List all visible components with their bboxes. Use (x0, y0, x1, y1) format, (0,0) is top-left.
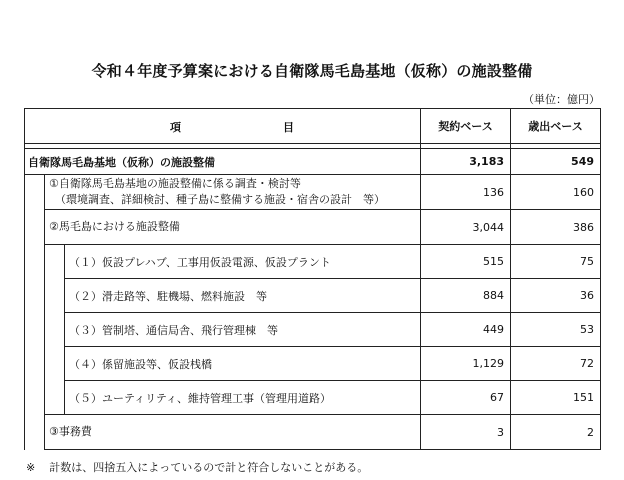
header-row (25, 109, 601, 144)
total-label: 自衛隊馬毛島基地（仮称）の施設整備 (25, 149, 421, 175)
table-row (25, 415, 601, 450)
table-row (25, 210, 601, 245)
page-title: 令和４年度予算案における自衛隊馬毛島基地（仮称）の施設整備 (91, 62, 533, 80)
subitem-1-expenditure: 75 (511, 245, 601, 279)
total-expenditure: 549 (511, 149, 601, 175)
item-header (25, 109, 421, 144)
subitem-2-contract: 884 (421, 279, 511, 313)
item-header-left: 項 (170, 121, 181, 134)
contract-header: 契約ベース (421, 109, 511, 144)
item-3-contract: 3 (421, 415, 511, 450)
subitem-4-contract: 1,129 (421, 347, 511, 381)
item-1-contract: 136 (421, 175, 511, 210)
item-1-expenditure: 160 (511, 175, 601, 210)
item-header-right: 目 (283, 121, 294, 134)
item-1-title: ①自衛隊馬毛島基地の施設整備に係る調査・検討等 (49, 177, 301, 190)
total-row (25, 149, 601, 175)
footnote (26, 459, 368, 475)
item-1-sub: （環境調査、詳細検討、種子島に整備する施設・宿舎の設計 等） (55, 193, 385, 206)
budget-table (24, 108, 601, 450)
table-row (25, 245, 601, 279)
item-1-label (45, 175, 421, 210)
footnote-mark: ※ (26, 461, 36, 474)
table-row (25, 175, 601, 210)
subitem-3-expenditure: 53 (511, 313, 601, 347)
item-2-label: ②馬毛島における施設整備 (45, 210, 421, 245)
table-row (25, 279, 601, 313)
total-contract: 3,183 (421, 149, 511, 175)
unit-label: （単位：億円） (523, 93, 600, 106)
subitem-3-contract: 449 (421, 313, 511, 347)
item-3-expenditure: 2 (511, 415, 601, 450)
subitem-3-label: （３）管制塔、通信局舎、飛行管理棟 等 (65, 313, 421, 347)
subitem-1-contract: 515 (421, 245, 511, 279)
subitem-2-label: （２）滑走路等、駐機場、燃料施設 等 (65, 279, 421, 313)
table-row (25, 347, 601, 381)
subitem-5-label: （５）ユーティリティ、維持管理工事（管理用道路） (65, 381, 421, 415)
subitem-2-expenditure: 36 (511, 279, 601, 313)
item-3-label: ③事務費 (45, 415, 421, 450)
subitem-1-label: （１）仮設プレハブ、工事用仮設電源、仮設プラント (65, 245, 421, 279)
subitem-4-label: （４）係留施設等、仮設桟橋 (65, 347, 421, 381)
table-row (25, 381, 601, 415)
expenditure-header: 歳出ベース (511, 109, 601, 144)
table-row (25, 313, 601, 347)
subitem-5-contract: 67 (421, 381, 511, 415)
subitem-4-expenditure: 72 (511, 347, 601, 381)
item-2-contract: 3,044 (421, 210, 511, 245)
footnote-text: 計数は、四捨五入によっているので計と符合しないことがある。 (49, 461, 369, 474)
item-2-expenditure: 386 (511, 210, 601, 245)
subitem-5-expenditure: 151 (511, 381, 601, 415)
